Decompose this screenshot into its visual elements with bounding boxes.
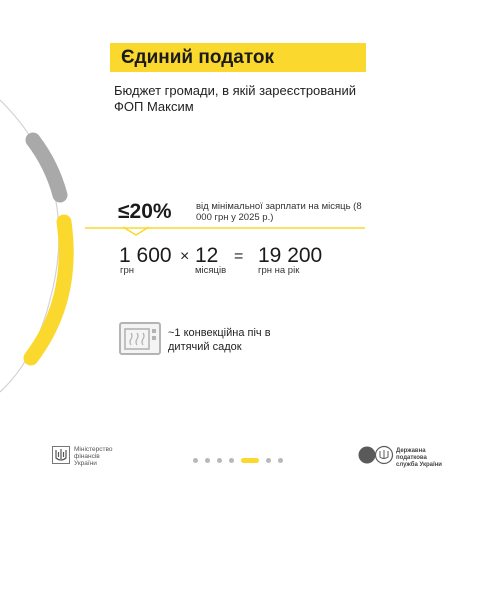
page-subtitle: Бюджет громади, в якій зареєстрований ФОП Максим: [114, 83, 356, 114]
pagination-dot[interactable]: [229, 458, 234, 463]
ministry-logo-text: Міністерство фінансів України: [74, 446, 113, 467]
tax-service-logo-icon: [358, 445, 394, 465]
less-equal-symbol: ≤: [118, 200, 130, 223]
yearly-total-unit: грн на рік: [258, 265, 300, 276]
rate-value: [118, 200, 172, 224]
page-title: Єдиний податок: [121, 47, 275, 68]
pagination-dot[interactable]: [266, 458, 271, 463]
pagination-dot[interactable]: [193, 458, 198, 463]
oven-icon: [119, 322, 161, 356]
multiply-sign: ×: [180, 248, 190, 265]
months-unit: місяців: [195, 265, 227, 276]
pagination-dot[interactable]: [205, 458, 210, 463]
rate-note: від мінімальної зарплати на місяць (8 000 грн у 2025 р.): [196, 201, 362, 223]
months-count: 12: [195, 244, 219, 267]
pagination-dot[interactable]: [217, 458, 222, 463]
pagination-dot[interactable]: [278, 458, 283, 463]
equals-sign: =: [234, 248, 244, 265]
tax-service-logo-text: Державна податкова служба України: [396, 448, 442, 468]
yearly-total: 19 200: [258, 244, 323, 267]
monthly-amount-unit: грн: [120, 265, 134, 276]
yellow-arc: [31, 222, 66, 358]
equivalent-text: ~1 конвекційна піч в дитячий садок: [168, 327, 271, 353]
monthly-amount: 1 600: [119, 244, 172, 267]
trident-emblem-icon: [52, 446, 70, 464]
rate-percent: 20%: [129, 200, 172, 223]
gray-arc: [33, 140, 60, 195]
pagination-dot-active[interactable]: [241, 458, 259, 463]
pagination: [193, 457, 283, 463]
